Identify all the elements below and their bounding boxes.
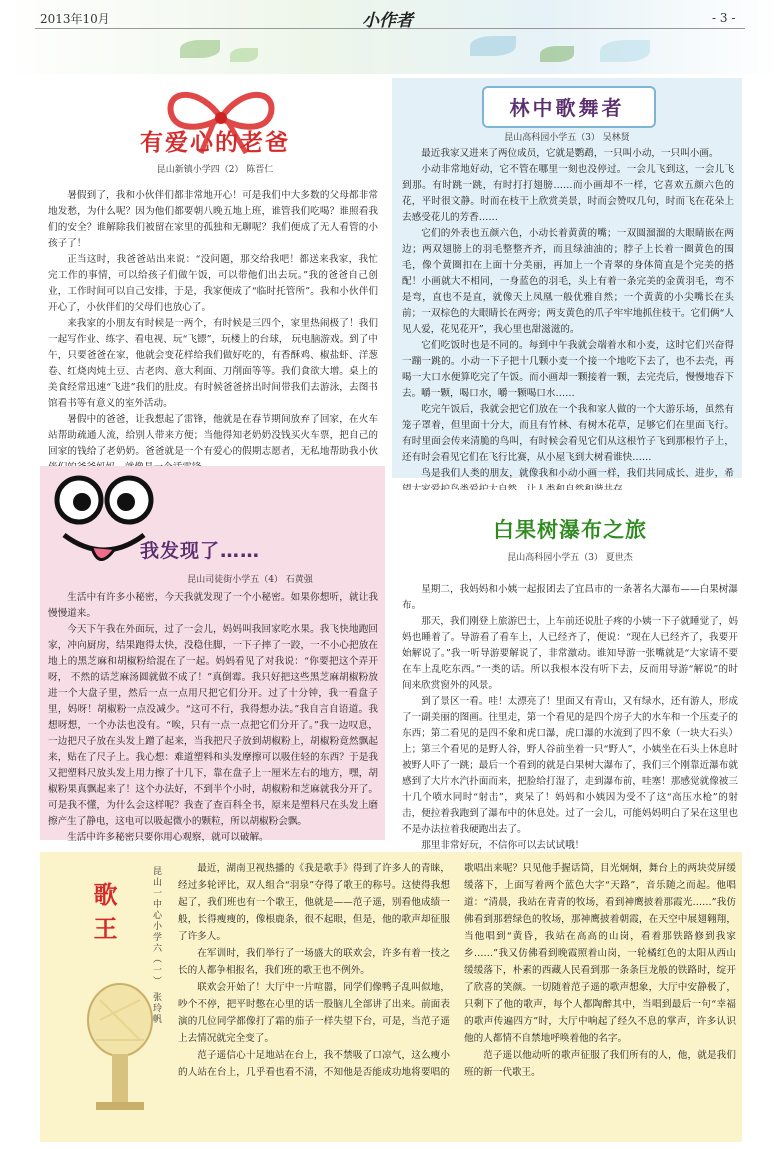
paragraph: 在军训时，我们举行了一场盛大的联欢会，许多有着一技之长的人都争相报名，我们班的歌王也不例外。 — [178, 948, 450, 976]
paragraph: 它们的外表也五颜六色，小动长着黄黄的嘴；一双圆溜溜的大眼睛嵌在两边；两双翅膀上的羽毛整整齐齐，而且绿油油的；脖子上长着一圈黄色的围毛，像个黄圈扣在上面十分美丽，再加上一个青翠的身体简直是个完美的搭配！小画就大不相同，一身蓝色的羽毛，头上有着一条完美的金黄羽毛，弯不是弯，直也不是直，就像天上凤凰一般优雅自然；一个黄黄的小尖嘴长在头前；一双棕色的大眼睛长在两旁；两支黄色的爪子牢牢地抓住枝干。它们俩“人见人爱，花见花开”，我心里也甜滋滋的。 — [402, 228, 734, 335]
article-byline: 昆山司徒街小学五（4） 石黄强 — [187, 575, 313, 585]
paragraph: 暑假中的爸爸，让我想起了雷锋，他就是在春节期间放弃了回家，在火车站帮助疏通人流，给别人带来方便；当他得知老奶奶没钱买火车票，把自己的回家的钱给了老奶奶。爸爸就是一个有爱心的假期志愿者，无私地帮助我小伙 — [48, 414, 378, 457]
paragraph: 那天，我们刚登上旅游巴士，上车前还说肚子疼的小姨一下子就睡觉了，妈妈也睡着了。导游看了看车上，人已经齐了，便说：“现在人已经齐了，我要开始解说了。”我一听导游要解说了，非常激动。谁知导游一张嘴就是“大家请不要在车上乱吃东西。”一类的话。所以我根本没有听下去，反而用导游“解说”的时间来欣赏窗外的风景。 — [402, 616, 738, 691]
article-title: 林中歌舞者 — [509, 96, 625, 120]
paragraph: 小动非常地好动，它不管在哪里一刻也没停过。一会儿飞到这，一会儿飞到那。有时跳一跳，有时打打翅膀……而小画却不一样，它喜欢五颜六色的花，平时很文静。时而在枝干上欣赏美景，时而会赞叹几句，时而飞在花朵上去感受花儿的芳香…… — [402, 164, 734, 223]
paragraph: 最近我家又进来了两位成员，它就是鹦鹉，一只叫小动，一只叫小画。 — [421, 148, 719, 159]
leaf-decoration — [180, 40, 220, 58]
article-body — [178, 860, 736, 1081]
paragraph: 今天下午我在外面玩，过了一会儿，妈妈叫我回家吃水果。我飞快地跑回家，冲向厨房，结果跑得太快，没稳住脚，一下子摔了一跤，一不小心把放在地上的黑芝麻和胡椒粉给混在了一起。妈妈看见了对我说：“你要把这个弄开呀， 不然的话芝麻汤圆就做不成了！”真倒霉。我只好把这些黑芝麻胡椒粉放进一个大盘子里，然后一点一点用尺把它们分开。过了十分钟，我一看盘子里，妈呀！胡椒粉一点没减少。“这可不行，我得想办法。”我自言自语道。我想呀想，一个办法也没有。“唉，只有一点一点把它们分开了。”我一边叹息，一边把尺子放在头发上蹭了起来，当我把尺子放到胡椒粉上，胡椒粉竟然飘起来，贴在了尺子上。我心想：难道塑料和头发摩擦可以吸住轻的东西？于是我又把塑料尺放头发上用力擦了十几下，靠在盘子上一厘米左右的地方，嘿，胡椒粉果真飘起来了！这个办法好，不到半个小时，胡椒粉和芝麻就我分开了。可是我不懂，为什么会这样呢？我查了查百科全书，原来是塑料尺在头发上磨擦产生了静电，这电可以吸起微小的颗粒，所以胡椒粉会飘。 — [48, 624, 378, 827]
paragraph: 暑假到了，我和小伙伴们都非常地开心！可是我们中大多数的父母都非常地发愁，为什么呢？因为他们都要朝八晚五地上班，谁管我们吃喝？谁照看我们的安全？谁解除我们被留在家里的孤独和无聊呢？我们便成了无人看管的小孩子了！ — [48, 190, 378, 249]
article-byline: 昆山高科园小学五（3） 吴林贤 — [504, 133, 630, 143]
article-body — [48, 188, 378, 492]
article-title: 我发现了…… — [140, 540, 261, 562]
article-body — [402, 582, 738, 854]
article-body — [48, 590, 378, 846]
paragraph: 生活中有许多小秘密，今天我就发现了一个小秘密。如果你想听，就让我慢慢道来。 — [48, 592, 378, 619]
leaf-decoration — [600, 40, 650, 62]
article-body — [402, 146, 734, 498]
paragraph: 吃完午饭后，我就会把它们放在一个我和家人做的一个大游乐场，虽然有笼子罩着，但里面十分大，而且有竹林、有树木花草，足够它们在里面飞行。有时里面会传来清脆的鸟叫，有时候会看见它们从这根竹子飞到那根竹子上，还有时会看见它们在飞行比赛，从小屋飞到大树看谁快…… — [402, 404, 734, 463]
paragraph: 鸟是我们人类的朋友，就像我和小动小画一样，我们共同成长、进步，希 — [421, 468, 734, 479]
paragraph: 星期二，我妈妈和小姨一起报团去了宜昌市的一条著名大瀑布——白果树瀑布。 — [402, 584, 738, 611]
article-song-king — [40, 852, 742, 1142]
paragraph: 那里非常好玩，不信你可以去试试哦！ — [421, 840, 585, 851]
article-loving-dad — [40, 78, 385, 463]
leaf-decoration — [470, 36, 516, 56]
paragraph: 到了景区一看。哇！太漂亮了！里面又有青山，又有绿水，还有游人，形成了一副美丽的图画。往里走，第一个看见的是四个房子大的水车和一个压麦子的东西；第二看见的是四不象和虎口瀑，虎口瀑的水流到了四不象（一块大石头）上；第三个看见的是野人谷，野人谷前坐着一只“野人”，小姨坐在石头上休息时被野人吓了一跳；最后一个看到的就是白果树大瀑布了，我们三个刚靠近瀑布就感到了大片水汽扑面而来，把脸给打湿了，走到瀑布前，哇塞！那感觉就像被三十几个喷水同时“射击”，爽呆了！妈妈和小姨因为受不了这“高压水枪”的射击，便拉着我跑到了瀑布中的休息处。过了一会儿，可能妈妈明白了呆在这里也不是办法拉着我硬跑出去了。 — [402, 696, 738, 835]
paragraph: 最近，湖南卫视热播的《我是歌手》得到了许多人的青睐，经过多轮评比，双人组合“羽泉”夺得了歌王的称号。这使得我想起了，我们班也有一个歌王，他就是——范子遥，别看他成绩一般，长得瘦瘦的，像根鹿条，很不起眼，但是，他的歌声却征服了许多人。 — [178, 863, 450, 942]
issue-date: 2013年10月 — [40, 12, 110, 26]
leaf-decoration — [230, 48, 258, 62]
article-title: 白果树瀑布之旅 — [493, 518, 647, 542]
article-discovery — [40, 466, 385, 843]
article-byline: 昆山一中心小学六（一） 张玲帆 — [151, 866, 161, 1025]
magazine-logo: 小作者 — [362, 11, 413, 31]
microphone-icon — [60, 980, 164, 1130]
leaf-decoration — [540, 46, 574, 62]
paragraph: 来我家的小朋友有时候是一两个，有时候是三四个，家里热闹极了！我们一起写作业、练字、看电视、玩“飞镖”，玩楼上的台球， 玩电脑游戏。到了中午，只要爸爸在家，他就会变花样给我们做好吃的，有香酥鸡、椒盐虾、洋葱卷、红烧肉炖土豆、古老肉、意大利面、刀削面等等。我们食欲大增。桌上的美食经常迅速“飞进”我们的肚皮。有时候爸爸挤出时间带我们去游泳，去图书馆看书等有意义的室外活动。 — [48, 318, 378, 409]
article-byline: 昆山高科园小学五（3） 夏世杰 — [507, 553, 633, 563]
paragraph: 范子遥以他动听的歌声征服了我们所有的人，他，就是我们班的新一代歌王。 — [464, 1050, 736, 1078]
article-waterfall-trip — [398, 490, 742, 851]
article-byline: 昆山新镇小学四（2） 陈晋仁 — [156, 165, 274, 175]
paragraph: 正当这时，我爸爸站出来说：“没问题，那交给我吧！都送来我家，我忙完工作的事情，可以给孩子们做午饭，可以带他们出去玩。”我的爸爸自己创业，工作时间可以自己安排，于是，我家便成了“临时托管所”。我和小伙伴们开心了，小伙伴们的父母们也放心了。 — [48, 254, 378, 313]
paragraph: 它们吃饭时也是不同的。每到中午我就会端着水和小麦，这时它们兴奋得一蹦一跳的。小动一下子把十几颗小麦一个接一个地吃下去了，也不去壳，再喝一大口水便算吃完了午饭。而小画却一颗接着一颗，去完壳后，慢慢地吞下去。嚼一颗，喝口水，嚼一颗喝口水…… — [402, 340, 734, 399]
paragraph: 联欢会开始了！大厅中一片喧嚣，同学们像鸭子乱叫似地，吵个不停，把平时憋在心里的话一股脑儿全部讲了出来。前面表演的几位同学都像打了霜的茄子一样失望下台，可是，当范子遥上去情况就完全变了。 — [178, 982, 450, 1044]
paragraph: 生活中许多秘密只要你用心观察，就可以破解。 — [67, 832, 269, 843]
article-forest-dancers — [392, 78, 742, 478]
page-number: - 3 - — [712, 11, 736, 25]
article-title: 歌王 — [89, 882, 117, 950]
article-title: 有爱心的老爸 — [140, 130, 290, 156]
paragraph: 范子遥信心十足地站在台上，我不禁吸了口凉气，这么瘦小的人站在台上，几乎看也看不清，不知他是否能成功地将要唱的歌唱出来呢？只见他手握话筒，目光炯炯，舞台上的两块荧屏缓缓落下，上面写着两个蓝色大字“天路”，音乐随之而起。他唱道：“清晨，我站在青青的牧场，看到神鹰披着那霞光……”我仿佛看到那碧绿色的牧场，那神鹰披着朝霞，在天空中展翅翱翔，当他唱到“黄昏，我站在高高的山岗，看着那铁路修到我家乡……”我又仿佛看到晚霞照着山岗，一轮橘红色的太阳从西山缓缓落下，朴素的西藏人民看到那一条条巨龙般的铁路时，绽开了欣喜的笑颜。一切随着范子遥的歌声想象，大厅中安静极了，只剩下了他的歌声，每个人都陶醉其中，当唱到最后一句“幸福的歌声传遍四方”时，大厅中响起了经久不息的掌声，许多认识他的人都情不自禁地呼唤着他的名字。 — [178, 863, 736, 1078]
